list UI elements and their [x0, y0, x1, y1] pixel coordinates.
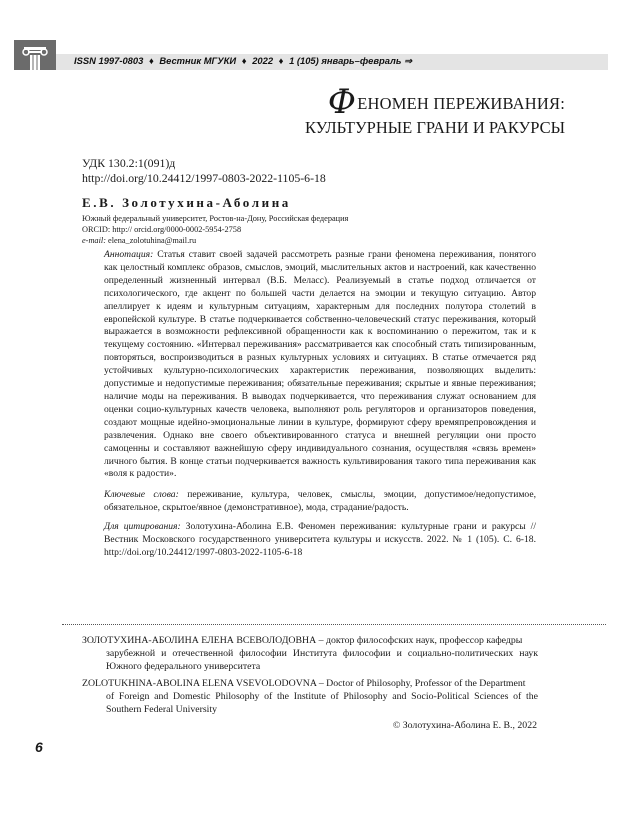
email-label: e-mail:	[82, 236, 106, 245]
keywords	[104, 489, 536, 515]
abstract-label: Аннотация:	[104, 249, 154, 260]
bio-en-first: ZOLOTUKHINA-ABOLINA ELENA VSEVOLODOVNA – Doctor of Philosophy, Professor of the Department	[82, 678, 526, 689]
issn: ISSN 1997-0803	[74, 55, 144, 66]
bio-ru-rest: зарубежной и отечественной философии Института философии и социально-политических наук Южного федерального университета	[106, 648, 538, 673]
arrow-icon: ⇒	[404, 55, 412, 66]
citation	[104, 521, 536, 560]
journal-year: 2022	[252, 55, 274, 66]
bio-ru-first: ЗОЛОТУХИНА-АБОЛИНА ЕЛЕНА ВСЕВОЛОДОВНА – доктор философских наук, профессор кафедры	[82, 635, 523, 646]
keywords-text: переживание, культура, человек, смыслы, эмоции, допустимое/недопустимое, обязательное, скрытое/явное (демонстративное), мода, страдание/радость.	[104, 489, 537, 513]
author-affiliation: Южный федеральный университет, Ростов-на-Дону, Российская федерация	[82, 214, 349, 223]
footnote-divider	[62, 624, 606, 625]
author-email[interactable]: elena_zolotuhina@mail.ru	[108, 236, 197, 245]
journal-name: Вестник МГУКИ	[159, 55, 237, 66]
column-capital-icon	[14, 40, 56, 70]
doi-link[interactable]: http://doi.org/10.24412/1997-0803-2022-1105-6-18	[82, 171, 326, 185]
separator-icon: ♦	[241, 55, 247, 66]
abstract-text: Статья ставит своей задачей рассмотреть разные грани феномена переживания, понятого как целостный комплекс образов, смыслов, эмоций, мыслительных актов и настроений, как качественно определенный жизненный интервал (В.Б. Меласс). Реализуемый в статье подход отличается от психологического, где акцент по большей части делается на эмоции и текущую ситуацию. Автор апеллирует к идеям и культурным ситуациям, характерным для последних полутора столетий в европейской культуре. В статье подчеркивается собственно-человеческий статус переживания, который выражается в возможности рефлексивной обращенности как к воспоминанию о пережитом, так и к текущему состоянию. «Интервал переживания» рассматривается как способный стать типизированным, повторяться, воспроизводиться в разных культурных условиях и ситуациях. В статье отмечается ряд устойчивых культурно-психологических характеристик переживания, позволяющих выделить: допустимые и недопустимые переживания; обязательные переживания; скрытые и явные переживания; наличие моды на переживания. В выводах подчеркивается, что переживания служат основанием для оценки социо-культурных качеств человека, выполняют роль регуляторов и организаторов поведения, создают мощные идейно-эмоциональные линии в культуре, формируют сферу времяпрепровождения и развлечения. Однако вне своего объективированного статуса и внешней регуляции они просто самоценны и составляют важнейшую сферу индивидуального сознания, осуществляя «связь времен» личного бытия. В конце статьи подчеркивается важность культивирования такого типа переживания как «воля к радости».	[104, 249, 536, 480]
bio-en-rest: of Foreign and Domestic Philosophy of the Institute of Philosophy and Socio-Political Sciences of the Southern Federal University	[106, 691, 538, 716]
citation-label: Для цитирования:	[104, 521, 181, 532]
author-email-row	[82, 235, 196, 246]
author-bio-en	[82, 677, 538, 717]
author-orcid[interactable]: ORCID: http:// orcid.org/0000-0002-5954-2758	[82, 225, 242, 234]
citation-text: Золотухина-Аболина Е.В. Феномен переживания: культурные грани и ракурсы // Вестник Московского государственного университета культуры и искусств. 2022. № 1 (105). С. 6-18. http://doi.org/10.24412/1997-0803-2022-1105-6-18	[104, 521, 536, 558]
udk: УДК 130.2:1(091)д	[82, 156, 176, 170]
keywords-label: Ключевые слова:	[104, 489, 179, 500]
page-number: 6	[35, 739, 43, 755]
author-bio-ru	[82, 634, 538, 674]
journal-logo	[14, 40, 56, 70]
copyright: © Золотухина-Аболина Е. В., 2022	[392, 720, 537, 731]
abstract	[104, 249, 536, 481]
header-text	[74, 55, 412, 67]
title-line2: КУЛЬТУРНЫЕ ГРАНИ И РАКУРСЫ	[305, 118, 565, 137]
author-name: Е.В. Золотухина-Аболина	[82, 195, 291, 210]
issue: 1 (105) январь–февраль	[289, 55, 402, 66]
article-title	[305, 82, 565, 139]
title-dropcap: Ф	[327, 82, 357, 122]
title-line1: ЕНОМЕН ПЕРЕЖИВАНИЯ:	[357, 94, 565, 113]
running-header	[14, 40, 608, 70]
separator-icon: ♦	[278, 55, 284, 66]
separator-icon: ♦	[148, 55, 154, 66]
